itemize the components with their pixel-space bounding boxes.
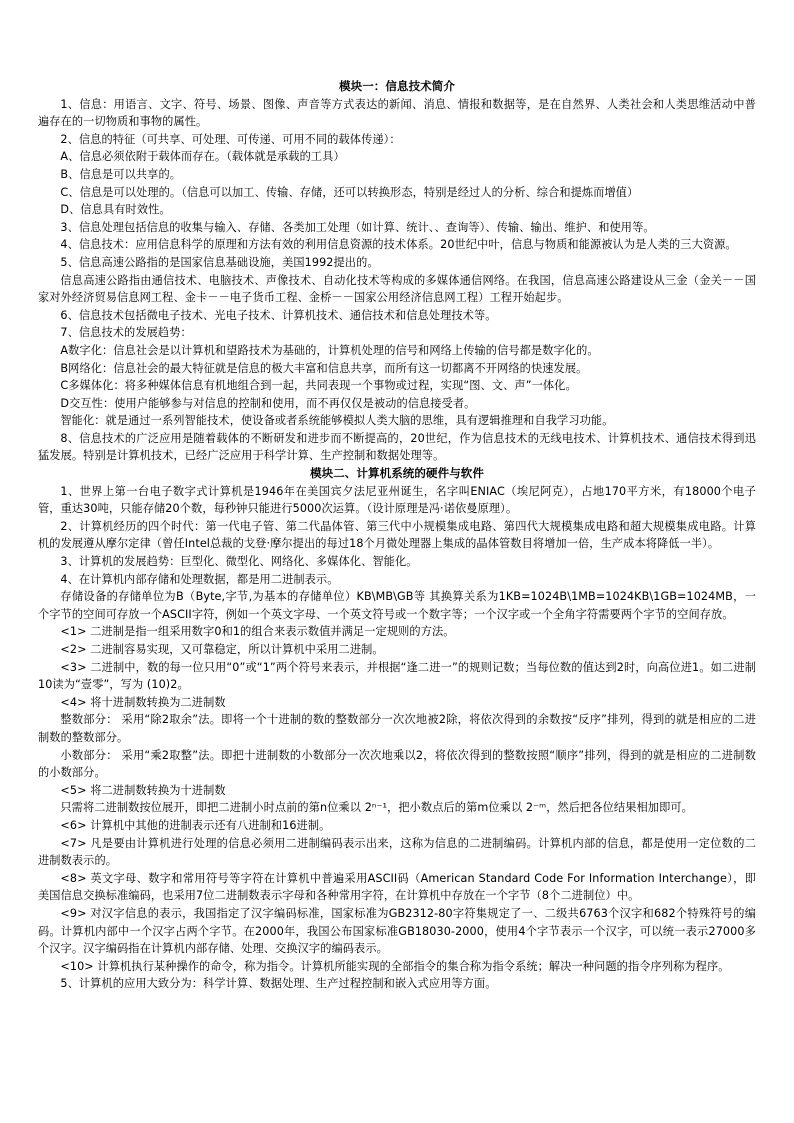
paragraph: C多媒体化：将多种媒体信息有机地组合到一起，共同表现一个事物或过程，实现“图、文、声”一体化。 [60, 379, 577, 393]
paragraph: 3、计算机的发展趋势：巨型化、微型化、网络化、多媒体化、智能化。 [60, 555, 418, 569]
paragraph: <3> 二进制中，数的每一位只用“0”或“1”两个符号来表示，并根据“逢二进一”的规则记数；当每位数的值达到2时，向高位进1。如二进制10读为“壹零”，写为 (10)2。 [38, 660, 756, 692]
paragraph: <9> 对汉字信息的表示，我国指定了汉字编码标准，国家标准为GB2312-80字符集规定了一、二级共6763个汉字和682个特殊符号的编码。计算机内部中一个汉字占两个字节。在2000年，我国公布国家标准GB18030-2000，使用4个字节表示一个汉字，可以统一表示27000多个汉字。汉字编码指在计算机内部存储、处理、交换汉字的编码表示。 [38, 906, 756, 956]
paragraph: 7、信息技术的发展趋势： [60, 326, 192, 340]
paragraph: <5> 将二进制数转换为十进制数 [60, 783, 226, 797]
paragraph: 2、信息的特征（可共享、可处理、可传递、可用不同的载体传递）： [60, 132, 401, 146]
paragraph: 小数部分： 采用“乘2取整”法。即把十进制数的小数部分一次次地乘以2，将依次得到的整数按照“顺序”排列，得到的就是相应的二进制数的小数部分。 [38, 748, 756, 780]
paragraph: 1、信息：用语言、文字、符号、场景、图像、声音等方式表达的新闻、消息、情报和数据等，是在自然界、人类社会和人类思维活动中普遍存在的一切物质和事物的属性。 [38, 97, 756, 129]
paragraph: 只需将二进制数按位展开，即把二进制小时点前的第n位乘以 2ⁿ⁻¹，把小数点后的第m位乘以 2⁻ᵐ，然后把各位结果相加即可。 [60, 801, 693, 815]
paragraph: 信息高速公路指由通信技术、电脑技术、声像技术、自动化技术等构成的多媒体通信网络。在我国，信息高速公路建设从三金（金关－－国家对外经济贸易信息网工程、金卡－－电子货币工程、金桥－－国家公用经济信息网工程）工程开始起步。 [38, 273, 756, 305]
paragraph: 存储设备的存储单位为B（Byte,字节,为基本的存储单位）KB\MB\GB等 其换算关系为1KB=1024B\1MB=1024KB\1GB=1024MB，一个字节的空间可存放一个ASCII字符，例如一个英文字母、一个英文符号或一个数字等；一个汉字或一个全角字符需要两个字节的空间存放。 [38, 590, 756, 621]
paragraph: 4、信息技术：应用信息科学的原理和方法有效的利用信息资源的技术体系。20世纪中叶，信息与物质和能源被认为是人类的三大资源。 [60, 238, 737, 252]
paragraph: <1> 二进制是指一组采用数字0和1的组合来表示数值并满足一定规则的方法。 [60, 625, 455, 639]
paragraph: 3、信息处理包括信息的收集与输入、存储、各类加工处理（如计算、统计、、查询等）、传输、输出、维护、和使用等。 [60, 220, 655, 234]
paragraph: B网络化：信息社会的最大特征就是信息的极大丰富和信息共享，而所有这一切都离不开网络的快速发展。 [60, 361, 588, 375]
paragraph: A、信息必须依附于载体而存在。（载体就是承载的工具） [60, 150, 345, 164]
paragraph: <6> 计算机中其他的进制表示还有八进制和16进制。 [60, 818, 331, 832]
paragraph: <10> 计算机执行某种操作的命令，称为指令。计算机所能实现的全部指令的集合称为指令系统；解决一种问题的指令序列称为程序。 [60, 959, 730, 973]
paragraph: 整数部分： 采用“除2取余”法。即将一个十进制的数的整数部分一次次地被2除，将依次得到的余数按“反序”排列，得到的就是相应的二进制数的整数部分。 [38, 713, 756, 744]
paragraph: A数字化：信息社会是以计算机和望路技术为基础的，计算机处理的信号和网络上传输的信号都是数字化的。 [60, 343, 599, 357]
paragraph: 5、信息高速公路指的是国家信息基础设施，美国1992提出的。 [60, 255, 379, 269]
paragraph: C、信息是可以处理的。（信息可以加工、传输、存储，还可以转换形态，特别是经过人的分析、综合和提炼而增值） [60, 185, 639, 199]
paragraph: <7> 凡是要由计算机进行处理的信息必须用二进制编码表示出来，这称为信息的二进制编码。计算机内部的信息，都是使用一定位数的二进制数表示的。 [38, 836, 756, 868]
paragraph: 8、信息技术的广泛应用是随着载体的不断研发和进步而不断提高的，20世纪，作为信息技术的无线电技术、计算机技术、通信技术得到迅猛发展。特别是计算机技术，已经广泛应用于科学计算、生产控制和数据处理等。 [38, 431, 756, 463]
paragraph: 5、计算机的应用大致分为：科学计算、数据处理、生产过程控制和嵌入式应用等方面。 [60, 977, 497, 991]
paragraph: 2、计算机经历的四个时代：第一代电子管、第二代晶体管、第三代中小规模集成电路、第四代大规模集成电路和超大规模集成电路。计算机的发展遵从摩尔定律（曾任Intel总裁的戈登·摩尔提出的每过18个月微处理器上集成的晶体管数目将增加一倍，生产成本将降低一半）。 [38, 519, 756, 551]
paragraph: D交互性：使用户能够参与对信息的控制和使用，而不再仅仅是被动的信息接受者。 [60, 396, 476, 410]
paragraph: <4> 将十进制数转换为二进制数 [60, 695, 226, 709]
paragraph: D、信息具有时效性。 [60, 203, 171, 217]
paragraph: <2> 二进制容易实现，又可靠稳定，所以计算机中采用二进制。 [60, 643, 384, 656]
paragraph: 6、信息技术包括微电子技术、光电子技术、计算机技术、通信技术和信息处理技术等。 [60, 308, 497, 322]
paragraph: <8> 英文字母、数字和常用符号等字符在计算机中普遍采用ASCII码（American Standard Code For Information Interchange），即美国信息交换标准编码，也采用7位二进制数表示字母和各种常用字符，在计算机中存放在一个字节（8个二进制位）中。 [38, 871, 756, 903]
paragraph: 4、在计算机内部存储和处理数据，都是用二进制表示。 [60, 572, 339, 586]
paragraph: B、信息是可以共享的。 [60, 167, 182, 181]
module2-title: 模块二、计算机系统的硬件与软件 [310, 466, 484, 481]
paragraph: 智能化：就是通过一系列智能技术，使设备或者系统能够模拟人类大脑的思维，具有逻辑推理和自我学习功能。 [60, 414, 614, 428]
module1-body [38, 96, 756, 465]
paragraph: 1、世界上第一台电子数字式计算机是1946年在美国宾夕法尼亚州诞生，名字叫ENIAC（埃尼阿克），占地170平方米，有18000个电子管，重达30吨，只能存储20个数，每秒钟只能进行5000次运算。（设计原理是冯·诺依曼原理）。 [38, 484, 756, 516]
module2-body [38, 483, 756, 993]
module1-title: 模块一：信息技术简介 [339, 79, 455, 93]
